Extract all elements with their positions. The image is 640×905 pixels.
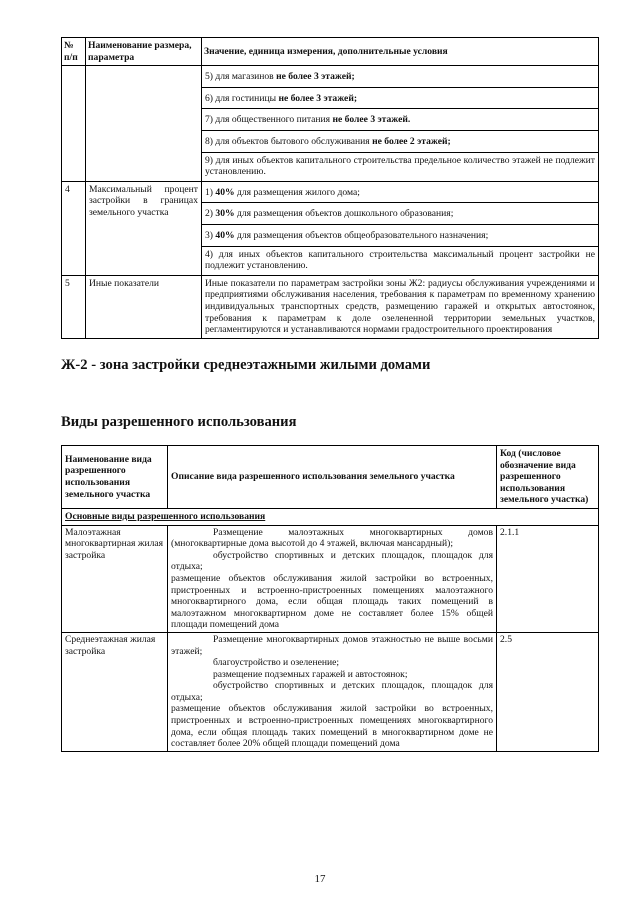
use-description: [168, 632, 497, 751]
item-emphasis: не более 2 этажей;: [372, 135, 451, 147]
list-item: [202, 109, 598, 131]
list-item: [202, 182, 598, 204]
item-prefix: 4) для иных объектов капитального строительства максимальный процент застройки не подлежит установлению.: [205, 248, 595, 272]
floor-limits-list: [202, 66, 598, 181]
list-item: [202, 225, 598, 247]
floor-limits-cell: [202, 66, 599, 182]
item-prefix: 2): [205, 208, 216, 220]
parameters-table-header: [62, 38, 599, 66]
use-description: [168, 525, 497, 632]
page-number: 17: [314, 873, 326, 885]
row-parameter-value: Иные показатели по параметрам застройки зоны Ж2: радиусы обслуживания учреждениями и предприятиями обслуживания населения, требования к параметрам по временному хранению индивидуальных транспортных средств, размещению гаражей и открытых автостоянок, требования к параметрам к доле озелененной территории земельных участков, регламентируются и устанавливаются нормами градостроительного проектирования: [202, 275, 599, 338]
list-item: [202, 66, 598, 88]
item-prefix: 3): [205, 229, 216, 241]
section-title: Основные виды разрешенного использования: [62, 508, 599, 525]
table-row: [62, 66, 599, 182]
row-parameter-name: Максимальный процент застройки в границах земельного участка: [86, 181, 202, 275]
permitted-use-table-header: [62, 446, 599, 509]
list-item: [202, 203, 598, 225]
description-paragraph: благоустройство и озеленение;: [213, 657, 340, 669]
row-parameter-name: Иные показатели: [86, 275, 202, 338]
coverage-percent-list: [202, 182, 598, 275]
permitted-use-table: [61, 445, 599, 752]
use-name: Среднеэтажная жилая застройка: [62, 632, 168, 751]
use-code: 2.5: [497, 632, 599, 751]
section-row: [62, 508, 599, 525]
item-percent: 40%: [215, 229, 235, 241]
table-row: [62, 525, 599, 632]
list-item: [202, 153, 598, 181]
item-percent: 40%: [215, 186, 235, 198]
permitted-use-rows: [62, 525, 599, 751]
header-use-code: Код (числовое обозначение вида разрешенного использования земельного участка): [497, 446, 599, 509]
item-text: 7) для общественного питания: [205, 114, 333, 126]
row-number-empty: [62, 66, 86, 182]
coverage-percent-cell: [202, 181, 599, 275]
table-row: [62, 275, 599, 338]
item-text: 6) для гостиницы: [205, 92, 279, 104]
header-use-description: Описание вида разрешенного использования земельного участка: [168, 446, 497, 509]
item-text: для размещения объектов дошкольного образования;: [234, 208, 454, 220]
use-name: Малоэтажная многоквартирная жилая застройка: [62, 525, 168, 632]
description-paragraph: обустройство спортивных и детских площадок, площадок для отдыха;: [171, 549, 493, 573]
table-row: [62, 632, 599, 751]
parameters-table: [61, 37, 599, 339]
header-use-name: Наименование вида разрешенного использования земельного участка: [62, 446, 168, 509]
item-prefix: 1): [205, 186, 216, 198]
item-text: для размещения жилого дома;: [234, 186, 360, 198]
table-row: [62, 181, 599, 275]
description-paragraph: Размещение малоэтажных многоквартирных домов (многоквартирные дома высотой до 4 этажей, включая мансардный);: [171, 526, 493, 550]
list-item: [202, 247, 598, 275]
item-text: для размещения объектов общеобразовательного назначения;: [234, 229, 489, 241]
description-paragraph: Размещение многоквартирных домов этажностью не выше восьми этажей;: [171, 633, 493, 657]
item-emphasis: не более 3 этажей.: [332, 114, 411, 126]
header-parameter-name: Наименование размера, параметра: [86, 38, 202, 66]
item-percent: 30%: [215, 208, 235, 220]
description-paragraph: размещение объектов обслуживания жилой застройки во встроенных, пристроенных и встроенно-пристроенных помещениях малоэтажного многоквартирного дома, если общая площадь таких помещений в малоэтажном многоквартирном доме не составляет более 15% общей площади помещений дома: [171, 572, 493, 631]
description-paragraph: размещение объектов обслуживания жилой застройки во встроенных, пристроенных и встроенно-пристроенных помещениях многоквартирного дома, если общая площадь таких помещений в многоквартирном доме не составляет более 20% общей площади помещений дома: [171, 703, 493, 750]
row-number: 4: [62, 181, 86, 275]
item-text: 8) для объектов бытового обслуживания: [205, 135, 373, 147]
header-number: № п/п: [62, 38, 86, 66]
header-value: Значение, единица измерения, дополнительные условия: [202, 38, 599, 66]
item-emphasis: не более 3 этажей;: [278, 92, 358, 104]
item-text: 5) для магазинов: [205, 71, 277, 83]
item-emphasis: не более 3 этажей;: [276, 71, 355, 83]
row-name-empty: [86, 66, 202, 182]
list-item: [202, 88, 598, 110]
description-paragraph: обустройство спортивных и детских площадок, площадок для отдыха;: [171, 680, 493, 703]
item-text: 9) для иных объектов капитального строительства предельное количество этажей не подлежит установлению.: [205, 154, 595, 178]
list-item: [202, 131, 598, 153]
zone-heading: Ж-2 - зона застройки среднеэтажными жилыми домами: [61, 357, 431, 373]
use-code: 2.1.1: [497, 525, 599, 632]
permitted-use-heading: Виды разрешенного использования: [61, 414, 297, 430]
row-number: 5: [62, 275, 86, 338]
description-paragraph: размещение подземных гаражей и автостоянок;: [213, 668, 408, 680]
